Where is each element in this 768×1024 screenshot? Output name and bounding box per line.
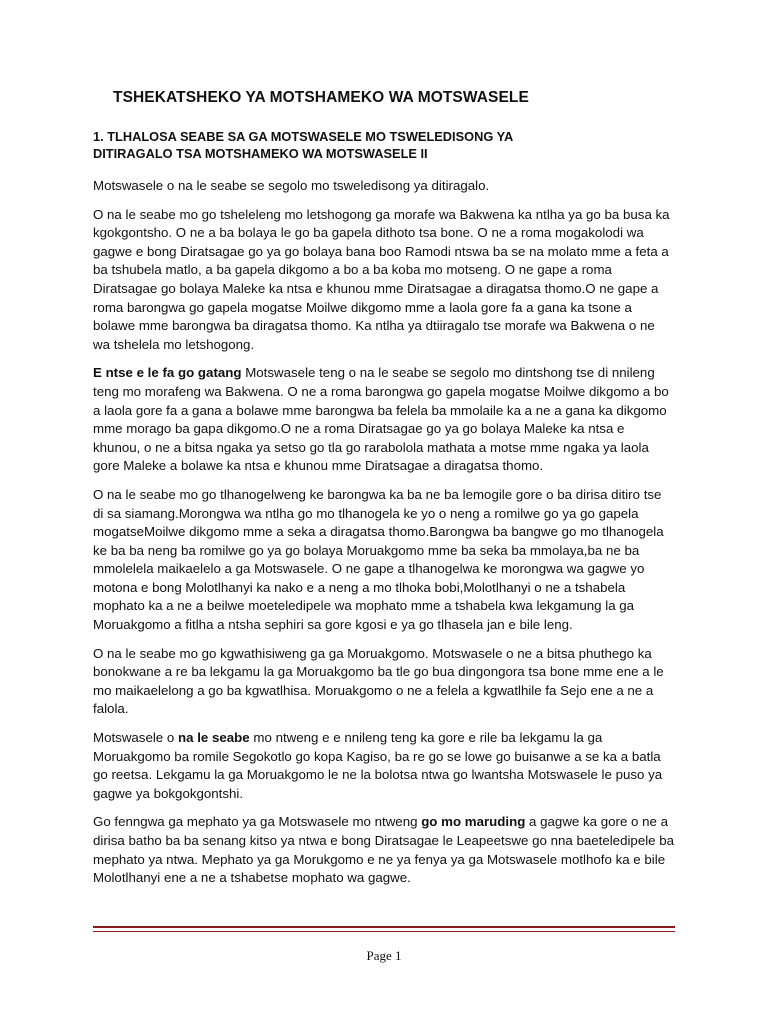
paragraph-5: O na le seabe mo go kgwathisiweng ga ga Moruakgomo. Motswasele o ne a bitsa phuthego ka bonokwane a re ba lekgamu la ga Moruakgomo ba tle go bua dingongora tsa bone mme ene a le mo maikaelelong a go ba kgwatlhisa. Moruakgomo o ne a felela a kgwatlhile fa Sejo ene a ne a falola.	[93, 645, 664, 717]
paragraph-7-text-b: a gagwe ka gore o ne a dirisa batho ba ba senang kitso ya ntwa e bong Diratsagae le Leapeetswe go nna baeteledipele ba mephato ya ntwa. Mephato ya ga Morukgomo e ne ya fenya ya ga Motswasele motlhofo ka e bile Molotlhanyi ene a ne a tshabetse mophato wa gagwe.	[93, 814, 675, 886]
paragraph-4: O na le seabe mo go tlhanogelweng ke barongwa ka ba ne ba lemogile gore o ba dirisa ditiro tse di sa siamang.Morongwa wa ntlha go mo tlhanogela ke yo o neng a romilwe go ya go gapela mogatseMoilwe dikgomo mme a seka a diragatsa thomo.Barongwa ba bangwe go mo tlhanogela ke ba ba neng ba romilwe go ya go bolaya Moruakgomo mme ba seka ba mmolaya,ba ne ba mmolelela maikaelelo a ga Motswasele. O ne gape a tlhanogelwa ke morongwa wa gagwe yo motona e bong Molotlhanyi ka nako e a neng a mo tlhoka bobi,Molotlhanyi o ne a tshabela mophato ka a ne a beilwe moeteledipele wa mophato mme a tshabela kwa lekgamung la ga Moruakgomo a fitlha a ntsha sephiri sa gore kgosi e ya go tlhasela jan e bile leng.	[93, 486, 664, 633]
paragraph-3-bold-lead: E ntse e le fa go gatang	[93, 365, 242, 381]
section-heading	[93, 128, 675, 162]
paragraph-3	[93, 364, 675, 476]
paragraph-2: O na le seabe mo go tsheleleng mo letshogong ga morafe wa Bakwena ka ntlha ya go ba busa ka kgokgontsho. O ne a ba bolaya le go ba gapela dithoto tsa bone. O ne a roma mogakolodi wa gagwe e bong Diratsagae go ya go bolaya bana boo Ramodi ntswa ba se na molato mme a feta a ba tshubela matlo, a ba gapela dikgomo a bo a ba koba mo motseng. O ne gape a roma Diratsagae go bolaya Maleke ka ntsa e khunou mme Diratsagae a diragatsa thomo.O ne gape a roma barongwa go gapela mogatse Moilwe dikgomo mme a laola gore fa a gana ka tsone a bolawe mme barongwa ba diragatsa thomo. Ka ntlha ya dtiiragalo tse morafe wa Bakwena o ne wa tshelela mo letshogong.	[93, 206, 670, 352]
footer-rule	[93, 926, 675, 932]
section-heading-line-1: 1. TLHALOSA SEABE SA GA MOTSWASELE MO TSWELEDISONG YA	[93, 129, 514, 144]
paragraph-1: Motswasele o na le seabe se segolo mo tsweledisong ya ditiragalo.	[93, 178, 490, 193]
paragraph-6-text-b: mo ntweng e e nnileng teng ka gore e rile ba lekgamu la ga Moruakgomo ba romile Segokotlo go kopa Kagiso, ba re go se lowe go buisanwe a se ka a batla go reetsa. Lekgamu la ga Moruakgomo le ne la bolotsa ntwa go lwantsha Motswasele le puso ya gagwe ya bokgokgontshi.	[93, 730, 663, 801]
paragraph-6-bold: na le seabe	[178, 730, 250, 746]
paragraph-7-text-a: Go fenngwa ga mephato ya ga Motswasele mo ntweng	[93, 814, 422, 830]
document-body	[93, 128, 675, 898]
footer-rule-gap	[93, 930, 675, 931]
paragraph-3-text: Motswasele teng o na le seabe se segolo mo dintshong tse di nnileng teng mo morafeng wa Bakwena. O ne a roma barongwa go gapela mogatse Moilwe dikgomo a bo a laola gore fa a gana a bolawe mme barongwa ba felela ba mmolaile ka a ne a gana ka dikgomo mme morago ba gapa dikgomo.O ne a roma Diratsagae go ya go bolaya Maleke ka ntsa e khunou, o ne a bitsa ngaka ya setso go tla go rarabolola mathata a motse mme ngaka ya laola gore Maleke a bolawe ka ntsa e khunou mme Diratsagae a diragatsa thomo.	[93, 365, 669, 474]
paragraph-7	[93, 813, 675, 887]
page-number: Page 1	[366, 948, 402, 963]
section-heading-line-2: DITIRAGALO TSA MOTSHAMEKO WA MOTSWASELE II	[93, 146, 428, 161]
document-title: TSHEKATSHEKO YA MOTSHAMEKO WA MOTSWASELE	[113, 89, 529, 106]
paragraph-6-text-a: Motswasele o	[93, 730, 178, 746]
paragraph-6	[93, 729, 675, 803]
paragraph-7-bold: go mo maruding	[421, 814, 526, 830]
